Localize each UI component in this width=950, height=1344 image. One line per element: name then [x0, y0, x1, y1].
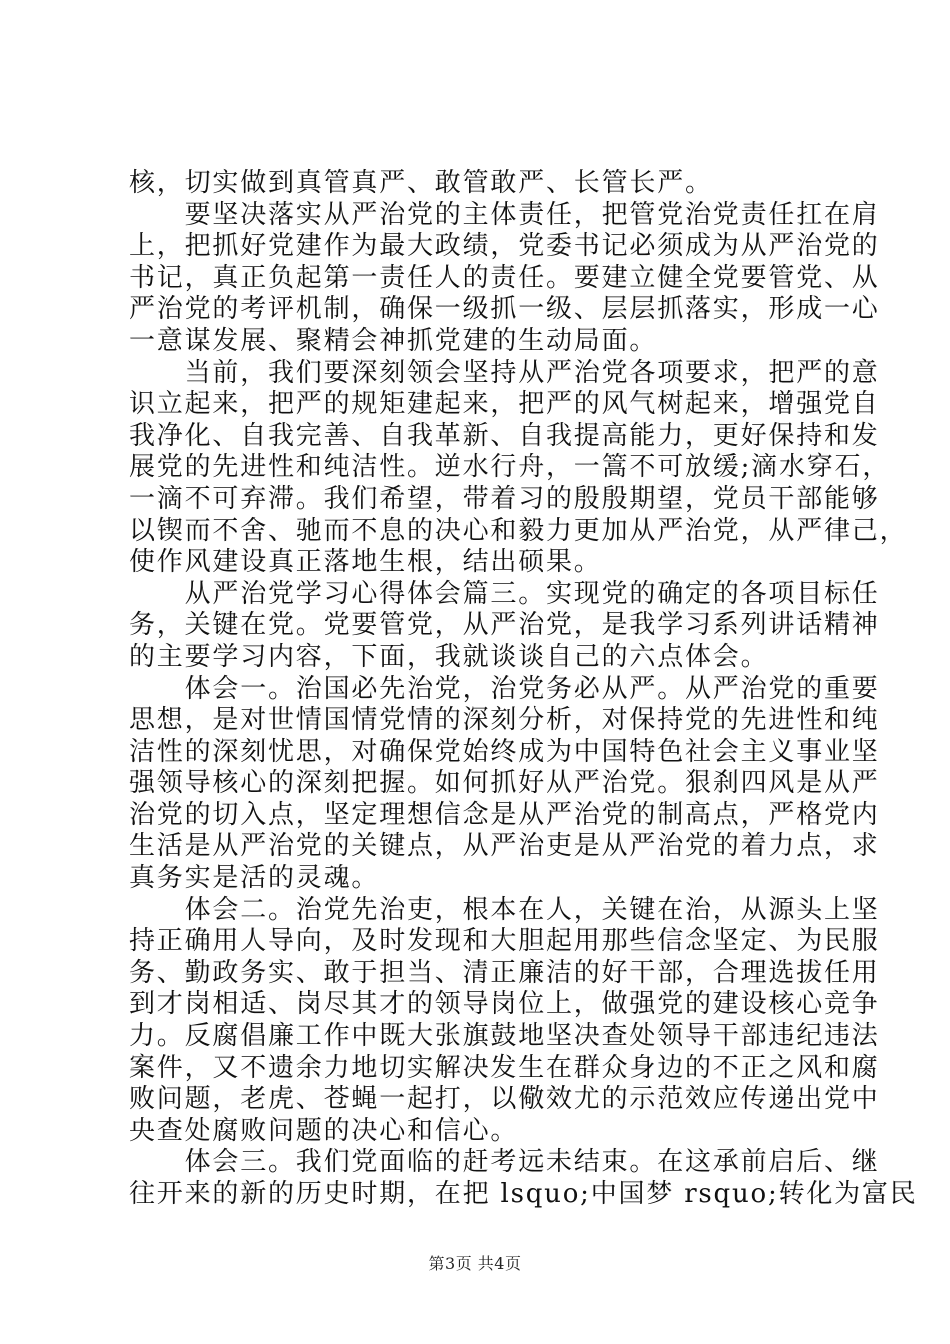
text-line: 到才岗相适、岗尽其才的领导岗位上，做强党的建设核心竞争: [129, 989, 880, 1020]
text-line: 务、勤政务实、敢于担当、清正廉洁的好干部，合理选拔任用: [129, 957, 880, 988]
text-line: 持正确用人导向，及时发现和大胆起用那些信念坚定、为民服: [129, 926, 880, 957]
text-line: 洁性的深刻忧思，对确保党始终成为中国特色社会主义事业坚: [129, 736, 880, 767]
text-line: 展党的先进性和纯洁性。逆水行舟，一篙不可放缓;滴水穿石，: [129, 452, 891, 483]
page-footer: [0, 1254, 950, 1274]
text-line: 往开来的新的历史时期，在把 lsquo;中国梦 rsquo;转化为富民: [129, 1179, 918, 1209]
text-line: 思想，是对世情国情党情的深刻分析，对保持党的先进性和纯: [129, 705, 880, 736]
text-line: 的主要学习内容，下面，我就谈谈自己的六点体会。: [129, 641, 769, 672]
text-line: 从严治党学习心得体会篇三。实现党的确定的各项目标任: [129, 578, 880, 609]
text-line: 真务实是活的灵魂。: [129, 863, 380, 894]
text-line: 要坚决落实从严治党的主体责任，把管党治党责任扛在肩: [129, 199, 880, 230]
text-line: 一意谋发展、聚精会神抓党建的生动局面。: [129, 325, 658, 356]
text-line: 当前，我们要深刻领会坚持从严治党各项要求，把严的意: [129, 357, 880, 388]
text-line: 使作风建设真正落地生根，结出硕果。: [129, 547, 602, 578]
text-line: 务，关键在党。党要管党，从严治党，是我学习系列讲话精神: [129, 610, 880, 641]
text-line: 体会二。治党先治吏，根本在人，关键在治，从源头上坚: [129, 894, 880, 925]
text-line: 生活是从严治党的关键点，从严治吏是从严治党的着力点，求: [129, 831, 880, 862]
text-line: 识立起来，把严的规矩建起来，把严的风气树起来，增强党自: [129, 389, 880, 420]
text-line: 我净化、自我完善、自我革新、自我提高能力，更好保持和发: [129, 420, 880, 451]
text-line: 核，切实做到真管真严、敢管敢严、长管长严。: [129, 168, 713, 198]
text-line: 体会一。治国必先治党，治党务必从严。从严治党的重要: [129, 673, 880, 704]
document-body: [129, 168, 918, 1211]
text-line: 案件，又不遗余力地切实解决发生在群众身边的不正之风和腐: [129, 1052, 880, 1083]
text-line: 强领导核心的深刻把握。如何抓好从严治党。狠刹四风是从严: [129, 768, 880, 799]
text-line: 以锲而不舍、驰而不息的决心和毅力更加从严治党，从严律己，: [129, 515, 908, 546]
text-line: 一滴不可弃滞。我们希望，带着习的殷殷期望，党员干部能够: [129, 483, 880, 514]
text-line: 央查处腐败问题的决心和信心。: [129, 1115, 519, 1146]
text-line: 书记，真正负起第一责任人的责任。要建立健全党要管党、从: [129, 262, 880, 293]
text-line: 体会三。我们党面临的赶考远未结束。在这承前启后、继: [129, 1147, 880, 1178]
page-number-label: 第3页 共4页: [428, 1254, 522, 1273]
text-line: 严治党的考评机制，确保一级抓一级、层层抓落实，形成一心: [129, 294, 880, 325]
text-line: 败问题，老虎、苍蝇一起打，以儆效尤的示范效应传递出党中: [129, 1084, 880, 1115]
text-line: 上，把抓好党建作为最大政绩，党委书记必须成为从严治党的: [129, 231, 880, 262]
text-line: 力。反腐倡廉工作中既大张旗鼓地坚决查处领导干部违纪违法: [129, 1021, 880, 1052]
text-line: 治党的切入点，坚定理想信念是从严治党的制高点，严格党内: [129, 799, 880, 830]
